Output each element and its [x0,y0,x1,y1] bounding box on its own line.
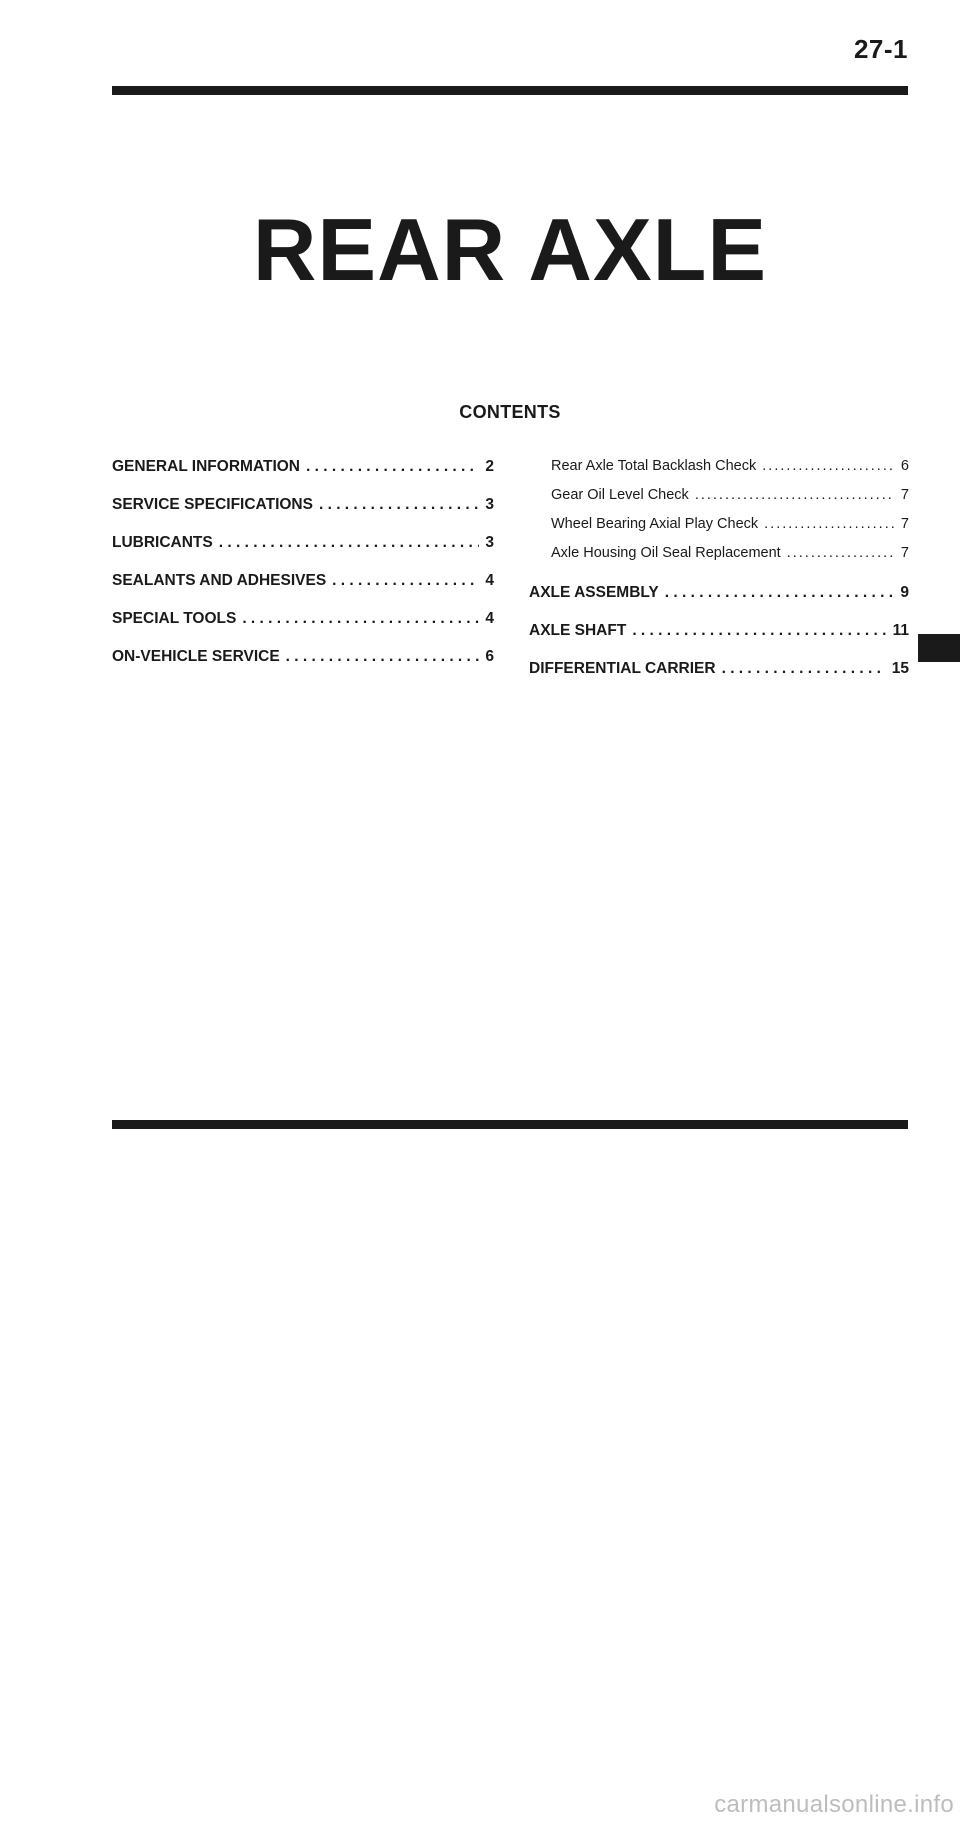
toc-entry-label: GENERAL INFORMATION [112,458,301,475]
document-title: REAR AXLE [252,200,768,299]
toc-subentry-label: Axle Housing Oil Seal Replacement [551,545,781,561]
toc-subentry-rear-axle-total-backlash-check[interactable] [529,458,909,487]
contents-heading: CONTENTS [459,402,561,422]
toc-entry-label: ON-VEHICLE SERVICE [112,648,280,665]
toc-entry-page: 4 [485,610,494,627]
toc-entry-page: 9 [900,584,909,601]
toc-entry-general-information[interactable] [112,458,494,496]
toc-leader-dots [319,496,479,514]
toc-entry-page: 4 [485,572,494,589]
toc-subentry-page: 6 [900,458,909,474]
toc-entry-page: 15 [891,660,909,677]
toc-entry-differential-carrier[interactable] [529,660,909,698]
toc-leader-dots [286,648,480,666]
toc-entry-label: AXLE SHAFT [529,622,627,639]
toc-entry-special-tools[interactable] [112,610,494,648]
toc-subentry-label: Gear Oil Level Check [551,487,689,503]
page-number: 27-1 [853,34,908,64]
toc-entry-axle-shaft[interactable] [529,622,909,660]
toc-entry-page: 6 [485,648,494,665]
toc-leader-dots [665,584,895,602]
toc-entry-lubricants[interactable] [112,534,494,572]
toc-leader-dots [787,545,895,561]
toc-entry-label: LUBRICANTS [112,534,213,551]
toc-leader-dots [242,610,479,628]
bottom-rule [112,1120,908,1129]
toc-entry-page: 11 [892,622,909,639]
toc-entry-label: AXLE ASSEMBLY [529,584,659,601]
toc-subentry-label: Rear Axle Total Backlash Check [551,458,757,474]
toc-entry-page: 3 [485,496,494,513]
toc-entry-page: 2 [485,458,494,475]
toc-entry-axle-assembly[interactable] [529,584,909,622]
toc-subentry-wheel-bearing-axial-play-check[interactable] [529,516,909,545]
toc-leader-dots [764,516,895,532]
toc-leader-dots [219,534,480,552]
section-edge-tab [918,634,960,662]
toc-leader-dots [306,458,479,476]
toc-entry-label: SPECIAL TOOLS [112,610,237,627]
toc-leader-dots [332,572,479,590]
toc-spacer [529,574,909,584]
toc-entry-page: 3 [485,534,494,551]
toc-entry-on-vehicle-service[interactable] [112,648,494,686]
toc-subentry-page: 7 [900,545,909,561]
toc-leader-dots [722,660,886,678]
toc-leader-dots [695,487,895,503]
toc-entry-service-specifications[interactable] [112,496,494,534]
toc-leader-dots [762,458,895,474]
toc-leader-dots [632,622,886,640]
watermark: carmanualsonline.info [714,1791,954,1818]
toc-right-column [529,458,909,698]
toc-subentry-page: 7 [900,516,909,532]
toc-left-column [112,458,494,686]
toc-subentry-page: 7 [900,487,909,503]
toc-entry-label: DIFFERENTIAL CARRIER [529,660,716,677]
toc-entry-sealants-and-adhesives[interactable] [112,572,494,610]
toc-subentry-label: Wheel Bearing Axial Play Check [551,516,759,532]
toc-subentry-axle-housing-oil-seal-replacement[interactable] [529,545,909,574]
toc-subentry-gear-oil-level-check[interactable] [529,487,909,516]
toc-entry-label: SERVICE SPECIFICATIONS [112,496,313,513]
top-rule [112,86,908,95]
toc-entry-label: SEALANTS AND ADHESIVES [112,572,327,589]
